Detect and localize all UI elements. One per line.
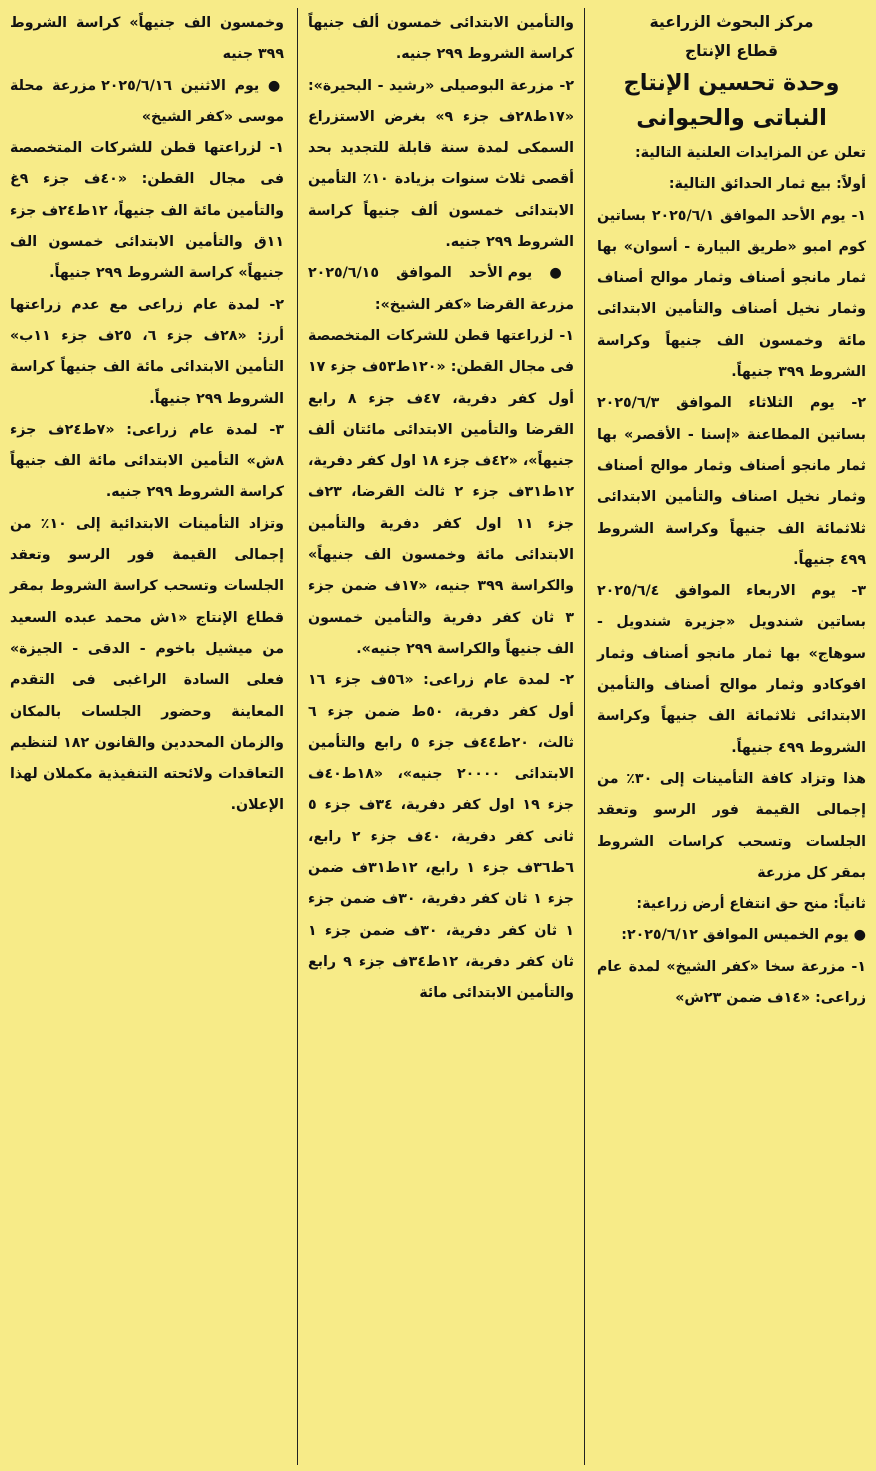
section-heading: ثانياً: منح حق انتفاع أرض زراعية: (636, 896, 866, 913)
paragraph: ٢- لمدة عام زراعى: «٥٦ف جزء ١٦ أول كفر دفرية، ٥٠ط ضمن جزء ٦ ثالث، ٢٠ط٤٤ف جزء ٥ رابع والتأمين الابتدائى ٢٠٠٠٠ جنيه»، «١٨ط٤٠ف جزء ١٩ اول كفر دفرية، ٣٤ف جزء ٥ ثانى كفر دفرية، ٤٠ف جزء ٢ رابع، ٦ط٣٦ف جزء ١ رابع، ١٢ط٣١ف ضمن جزء ١ ثان كفر دفرية، ٣٠ف ضمن جزء ١ ثان كفر دفرية، ٣٠ف ضمن جزء ١ ثان كفر دفرية، ١٢ط٣٤ف جزء ٩ رابع والتأمين الابتدائى مائة (308, 672, 575, 1002)
org-name: مركز البحوث الزراعية (649, 13, 814, 31)
paragraph: ١- يوم الأحد الموافق ٢٠٢٥/٦/١ بساتين كوم امبو «طريق البيارة - أسوان» بها ثمار مانجو أصناف وثمار موالح أصناف وثمار نخيل أصناف والتأمين الابتدائى مائة وخمسون الف جنيهاً وكراسة الشروط ٣٩٩ جنيهاً. (597, 207, 867, 381)
column-middle (297, 8, 585, 1465)
paragraph: ١- لزراعتها قطن للشركات المتخصصة فى مجال القطن: «٤٠ف جزء ٩غ والتأمين مائة الف جنيهاً، ١٢ط٢٤ف جزء ١١ق والتأمين الابتدائى خمسون الف جنيهاً» كراسة الشروط ٢٩٩ جنيهاً. (10, 140, 284, 282)
paragraph: ٢- لمدة عام زراعى مع عدم زراعتها أرز: «٢٨ف جزء ٦، ٢٥ف جزء ١١ب» التأمين الابتدائى مائة الف جنيهاً كراسة الشروط ٢٩٩ جنيهاً. (10, 296, 284, 407)
paragraph: ٢- مزرعة البوصيلى «رشيد - البحيرة»: «١٧ط٢٨ف جزء ٩» بغرض الاستزراع السمكى لمدة سنة قابلة للتجديد بحد أقصى ثلاث سنوات بزيادة ١٠٪ التأمين الابتدائى خمسون ألف جنيهاً كراسة الشروط ٢٩٩ جنيه. (308, 77, 574, 251)
date-bullet: ● يوم الأحد الموافق ٢٠٢٥/٦/١٥ مزرعة القرضا «كفر الشيخ»: (308, 258, 574, 321)
unit-title-line1: وحدة تحسين الإنتاج (623, 70, 840, 96)
unit-title-line2: النباتى والحيوانى (636, 105, 827, 131)
paragraph: ٣- لمدة عام زراعى: «٧ط٢٤ف جزء ٨ش» التأمين الابتدائى مائة الف جنيهاً كراسة الشروط ٢٩٩ جنيه. (10, 421, 284, 501)
intro-text: تعلن عن المزايدات العلنية التالية: (634, 145, 866, 161)
paragraph: ١- لزراعتها قطن للشركات المتخصصة فى مجال القطن: «١٢٠ط٥٣ف جزء ١٧ أول كفر دفرية، ٤٧ف جزء ٨ رابع القرضا والتأمين الابتدائى مائتان ألف جنيهاً»، «٤٢ف جزء ١٨ اول كفر دفرية، ١٢ط٣١ف جزء ٢ ثالث القرضا، ٢٣ف جزء ١١ اول كفر دفرية والتأمين الابتدائى مائة وخمسون الف جنيهاً» والكراسة ٣٩٩ جنيه، «١٧ف ضمن جزء ٣ ثان كفر دفرية والتأمين خمسون الف جنيهاً والكراسة ٢٩٩ جنيه». (308, 327, 575, 657)
paragraph: وخمسون الف جنيهاً» كراسة الشروط ٣٩٩ جنيه (10, 15, 284, 63)
column-right (587, 8, 876, 1465)
ad-header (597, 8, 866, 136)
date-bullet: ● يوم الاثنين ٢٠٢٥/٦/١٦ مزرعة محلة موسى «كفر الشيخ» (10, 71, 284, 134)
paragraph: ٣- يوم الاربعاء الموافق ٢٠٢٥/٦/٤ بساتين شندويل «جزيرة شندويل - سوهاج» بها ثمار مانجو أصناف وثمار افوكادو وثمار موالح أصناف والتأمين الابتدائى ثلاثمائة الف جنيهاً وكراسة الشروط ٤٩٩ جنيهاً. (597, 583, 866, 756)
paragraph: هذا وتزاد كافة التأمينات إلى ٣٠٪ من إجمالى القيمة فور الرسو وتعقد الجلسات وتسحب كراسات الشروط بمقر كل مزرعة (597, 770, 866, 881)
paragraph: ١- مزرعة سخا «كفر الشيخ» لمدة عام زراعى: «١٤ف ضمن ٢٣ش» (597, 958, 866, 1007)
paragraph: ٢- يوم الثلاثاء الموافق ٢٠٢٥/٦/٣ بساتين المطاعنة «إسنا - الأقصر» بها ثمار مانجو أصناف وثمار موالح أصناف وثمار نخيل اصناف والتأمين الابتدائى ثلاثمائة الف جنيهاً وكراسة الشروط ٤٩٩ جنيهاً. (597, 395, 866, 568)
paragraph: والتأمين الابتدائى خمسون ألف جنيهاً كراسة الشروط ٢٩٩ جنيه. (308, 15, 574, 63)
section-heading: أولاً: بيع ثمار الحدائق التالية: (668, 176, 866, 193)
date-bullet: ● يوم الخميس الموافق ٢٠٢٥/٦/١٢: (597, 920, 866, 951)
sector-name: قطاع الإنتاج (684, 42, 779, 60)
column-left (0, 8, 294, 1465)
paragraph: وتزاد التأمينات الابتدائية إلى ١٠٪ من إجمالى القيمة فور الرسو وتعقد الجلسات وتسحب كراسة الشروط بمقر قطاع الإنتاج «١ش محمد عبده السعيد من ميشيل باخوم - الدقى - الجيزة» فعلى السادة الراغبى فى التقدم المعاينة وحضور الجلسات بالمكان والزمان المحددين والقانون ١٨٢ لتنظيم التعاقدات ولائحته التنفيذية مكملان لهذا الإعلان. (10, 515, 285, 814)
